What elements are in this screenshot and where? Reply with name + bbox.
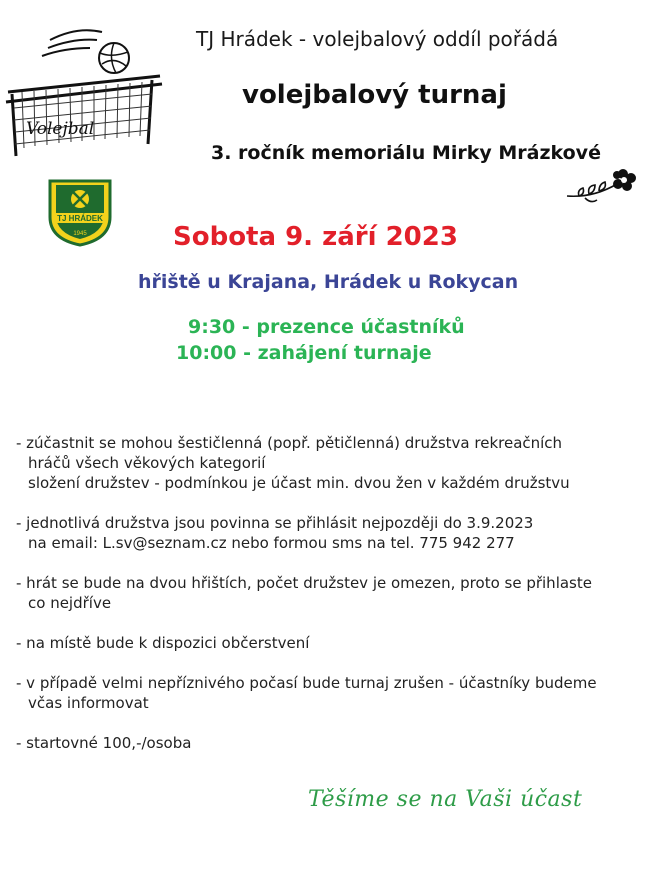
info-line: včas informovat <box>28 694 149 712</box>
closing-message: Těšíme se na Vaši účast <box>308 787 583 812</box>
info-line: co nejdříve <box>28 594 112 612</box>
club-crest-year: 1945 <box>73 231 87 237</box>
event-title: volejbalový turnaj <box>242 80 507 110</box>
info-item <box>16 733 626 753</box>
info-item <box>16 513 626 553</box>
schedule-start: 10:00 - zahájení turnaje <box>176 342 432 364</box>
club-crest-text: TJ HRÁDEK <box>57 214 103 223</box>
info-line: na email: L.sv@seznam.cz nebo formou sms na tel. 775 942 277 <box>28 534 515 552</box>
info-item <box>16 633 626 653</box>
event-date: Sobota 9. září 2023 <box>173 222 458 252</box>
event-subtitle: 3. ročník memoriálu Mirky Mrázkové <box>211 142 601 164</box>
info-line: - zúčastnit se mohou šestičlenná (popř. pětičlenná) družstva rekreačních <box>16 434 563 452</box>
info-line: hráčů všech věkových kategorií <box>28 454 266 472</box>
info-line: - startovné 100,-/osoba <box>16 734 192 752</box>
schedule-registration: 9:30 - prezence účastníků <box>188 316 465 338</box>
info-line: - v případě velmi nepříznivého počasí bude turnaj zrušen - účastníky budeme <box>16 674 597 692</box>
event-venue: hřiště u Krajana, Hrádek u Rokycan <box>138 271 519 293</box>
info-list <box>16 433 626 773</box>
info-item <box>16 573 626 613</box>
volleyball-net-logo <box>2 18 167 158</box>
info-line: - jednotlivá družstva jsou povinna se přihlásit nejpozději do 3.9.2023 <box>16 514 534 532</box>
organizer-line: TJ Hrádek - volejbalový oddíl pořádá <box>196 27 559 51</box>
info-item <box>16 433 626 493</box>
info-item <box>16 673 626 713</box>
info-line: - na místě bude k dispozici občerstvení <box>16 634 310 652</box>
info-line: složení družstev - podmínkou je účast min. dvou žen v každém družstvu <box>28 474 570 492</box>
net-logo-text: Volejbal <box>26 119 95 139</box>
flower-ornament-icon <box>565 162 637 204</box>
info-line: - hrát se bude na dvou hřištích, počet družstev je omezen, proto se přihlaste <box>16 574 592 592</box>
club-crest-logo <box>46 177 114 247</box>
volleyball-icon <box>99 43 129 73</box>
